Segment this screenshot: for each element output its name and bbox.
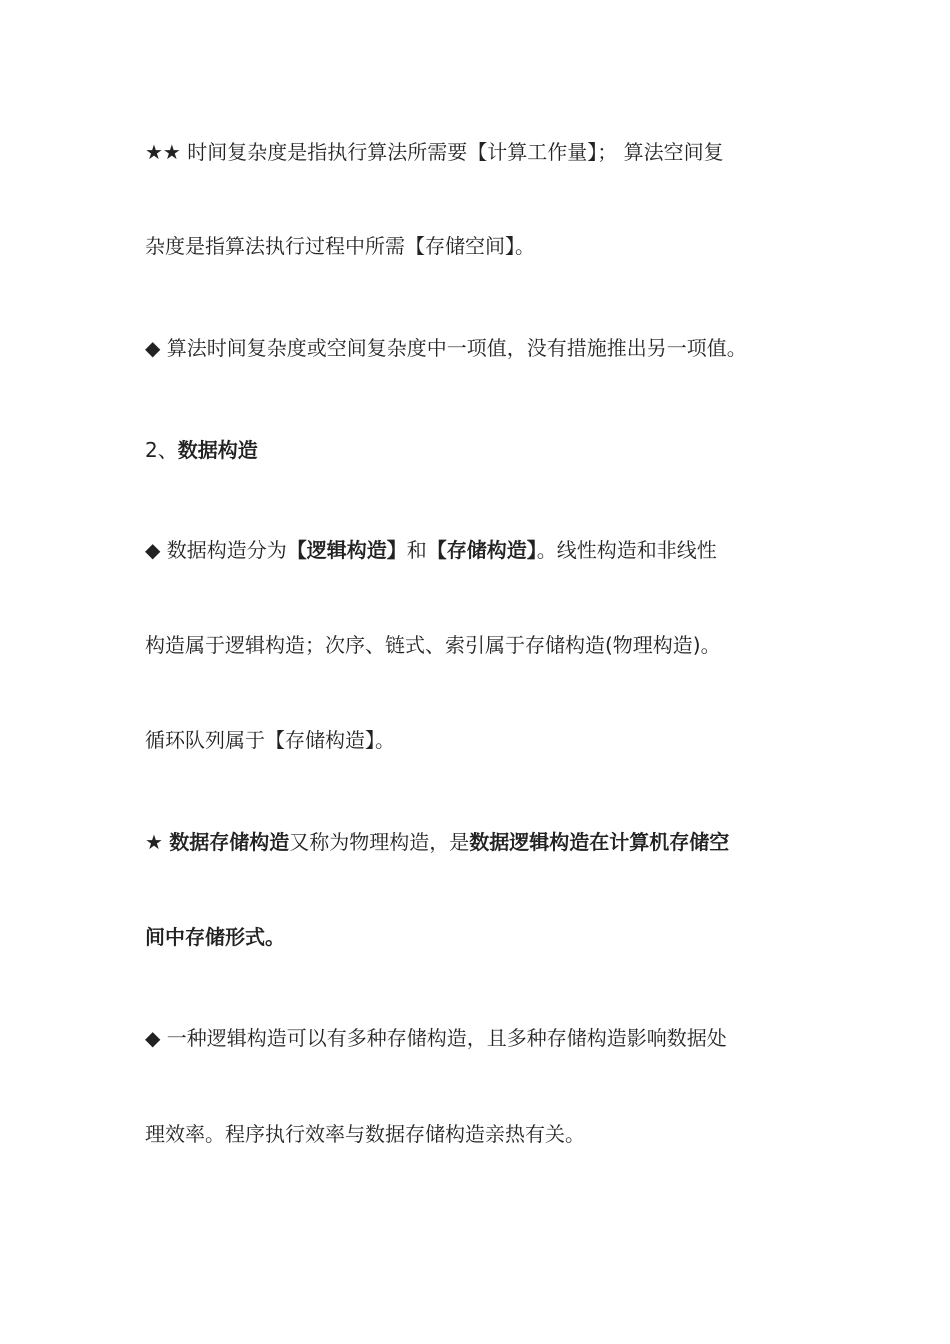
text-segment: 循环队列属于【存储构造】。 bbox=[145, 728, 395, 752]
bold-term: 【逻辑构造】 bbox=[286, 538, 407, 562]
text-segment: 和 bbox=[406, 538, 427, 562]
text-segment: ◆ 数据构造分为 bbox=[145, 538, 287, 562]
bold-term: 间中存储形式。 bbox=[145, 925, 285, 949]
paragraph-line bbox=[145, 138, 825, 166]
section-heading bbox=[145, 436, 825, 464]
text-segment: ★ bbox=[145, 830, 170, 854]
paragraph-line bbox=[145, 334, 825, 362]
bold-term: 数据逻辑构造在计算机存储空 bbox=[469, 830, 730, 854]
text-segment: 又称为物理构造，是 bbox=[289, 830, 470, 854]
text-segment: ◆ 算法时间复杂度或空间复杂度中一项值，没有措施推出另一项值。 bbox=[145, 336, 747, 360]
section-number: 2、 bbox=[145, 438, 178, 462]
paragraph-line bbox=[145, 536, 825, 564]
paragraph-line bbox=[145, 726, 825, 754]
section-title: 数据构造 bbox=[177, 438, 258, 462]
text-segment: 杂度是指算法执行过程中所需【存储空间】。 bbox=[145, 234, 535, 258]
paragraph-line bbox=[145, 1120, 825, 1148]
text-segment: 。线性构造和非线性 bbox=[536, 538, 717, 562]
paragraph-line bbox=[145, 631, 825, 659]
paragraph-line bbox=[145, 232, 825, 260]
bold-term: 【存储构造】 bbox=[426, 538, 537, 562]
text-segment: 构造属于逻辑构造；次序、链式、索引属于存储构造(物理构造)。 bbox=[145, 633, 721, 657]
text-segment: ★★ 时间复杂度是指执行算法所需要【计算工作量】； 算法空间复 bbox=[145, 140, 724, 164]
paragraph-line bbox=[145, 828, 825, 856]
paragraph-line bbox=[145, 923, 825, 951]
paragraph-line bbox=[145, 1024, 825, 1052]
text-segment: 理效率。程序执行效率与数据存储构造亲热有关。 bbox=[145, 1122, 585, 1146]
text-segment: ◆ 一种逻辑构造可以有多种存储构造，且多种存储构造影响数据处 bbox=[145, 1026, 727, 1050]
bold-term: 数据存储构造 bbox=[169, 830, 290, 854]
